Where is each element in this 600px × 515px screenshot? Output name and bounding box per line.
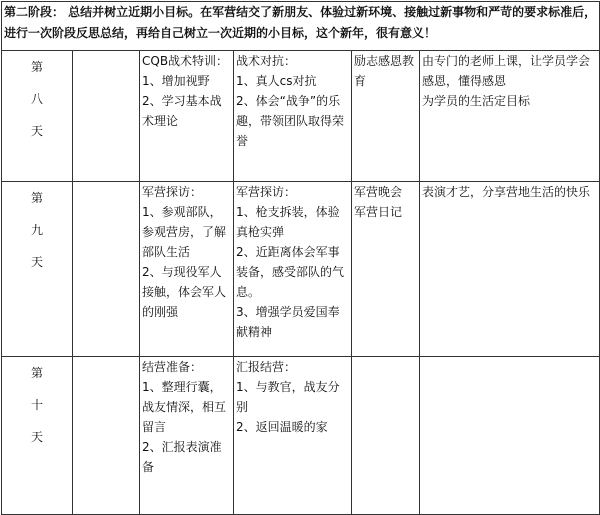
activity-item: 3、增强学员爱国奉献精神: [236, 305, 340, 339]
note-cell: [420, 51, 600, 182]
table-row-day-10: [2, 357, 600, 515]
table-row-day-8: [2, 51, 600, 182]
day-char: 第: [30, 366, 43, 380]
activity-b-cell: [234, 182, 352, 357]
activity-item: 2、近距离体会军事装备，感受部队的气息。: [236, 245, 345, 299]
activity-item: 1、增加视野: [142, 74, 210, 88]
activity-item: 1、参观部队，参观营房，了解部队生活: [142, 205, 227, 259]
evening-cell: [352, 182, 420, 357]
day-char: 十: [30, 398, 43, 412]
empty-cell: [73, 51, 140, 182]
day-char: 八: [30, 92, 43, 106]
activity-item: 1、与教官，战友分别: [236, 380, 340, 414]
activity-title: 结营准备：: [142, 360, 203, 374]
activity-item: 1、整理行囊，战友情深，相互留言: [142, 380, 227, 434]
activity-title: 军营探访：: [142, 185, 203, 199]
schedule-table: [1, 1, 600, 515]
note-cell: [420, 357, 600, 515]
stage-header: 第二阶段： 总结并树立近期小目标。在军营结交了新朋友、体验过新环境、接触过新事物和严苛的要求标准后，进行一次阶段反思总结，再给自己树立一次近期的小目标，这个新年，很有意义！: [2, 2, 600, 51]
evening-item: 军营日记: [354, 205, 403, 219]
activity-title: 战术对抗：: [236, 54, 297, 68]
day-char: 天: [30, 255, 43, 269]
day-char: 第: [30, 191, 43, 205]
day-char: 天: [30, 430, 43, 444]
day-cell: [2, 357, 73, 515]
day-char: 天: [30, 124, 43, 138]
activity-title: CQB战术特训：: [142, 54, 229, 68]
evening-item: 军营晚会: [354, 185, 403, 199]
activity-title: 汇报结营：: [236, 360, 297, 374]
activity-a-cell: [140, 357, 234, 515]
activity-item: 2、汇报表演准备: [142, 440, 222, 474]
empty-cell: [73, 357, 140, 515]
activity-item: 1、枪支拆装，体验真枪实弹: [236, 205, 340, 239]
day-char: 第: [30, 60, 43, 74]
activity-item: 2、与现役军人接触，体会军人的刚强: [142, 265, 227, 319]
note-cell: [420, 182, 600, 357]
activity-b-cell: [234, 51, 352, 182]
day-cell: [2, 182, 73, 357]
activity-item: 2、返回温暖的家: [236, 420, 328, 434]
activity-item: 2、学习基本战术理论: [142, 94, 222, 128]
activity-a-cell: [140, 182, 234, 357]
note-text: 为学员的生活定目标: [422, 94, 531, 108]
empty-cell: [73, 182, 140, 357]
header-row: [2, 2, 600, 51]
activity-item: 2、体会“战争”的乐趣，带领团队取得荣誉: [236, 94, 345, 148]
activity-title: 军营探访：: [236, 185, 297, 199]
evening-item: 励志感恩教育: [354, 54, 415, 88]
evening-cell: [352, 357, 420, 515]
activity-b-cell: [234, 357, 352, 515]
day-cell: [2, 51, 73, 182]
note-text: 由专门的老师上课，让学员学会感恩，懂得感恩: [422, 54, 591, 88]
table-row-day-9: [2, 182, 600, 357]
activity-a-cell: [140, 51, 234, 182]
activity-item: 1、真人cs对抗: [236, 74, 317, 88]
day-char: 九: [30, 223, 43, 237]
evening-cell: [352, 51, 420, 182]
note-text: 表演才艺，分享营地生活的快乐: [422, 185, 591, 199]
